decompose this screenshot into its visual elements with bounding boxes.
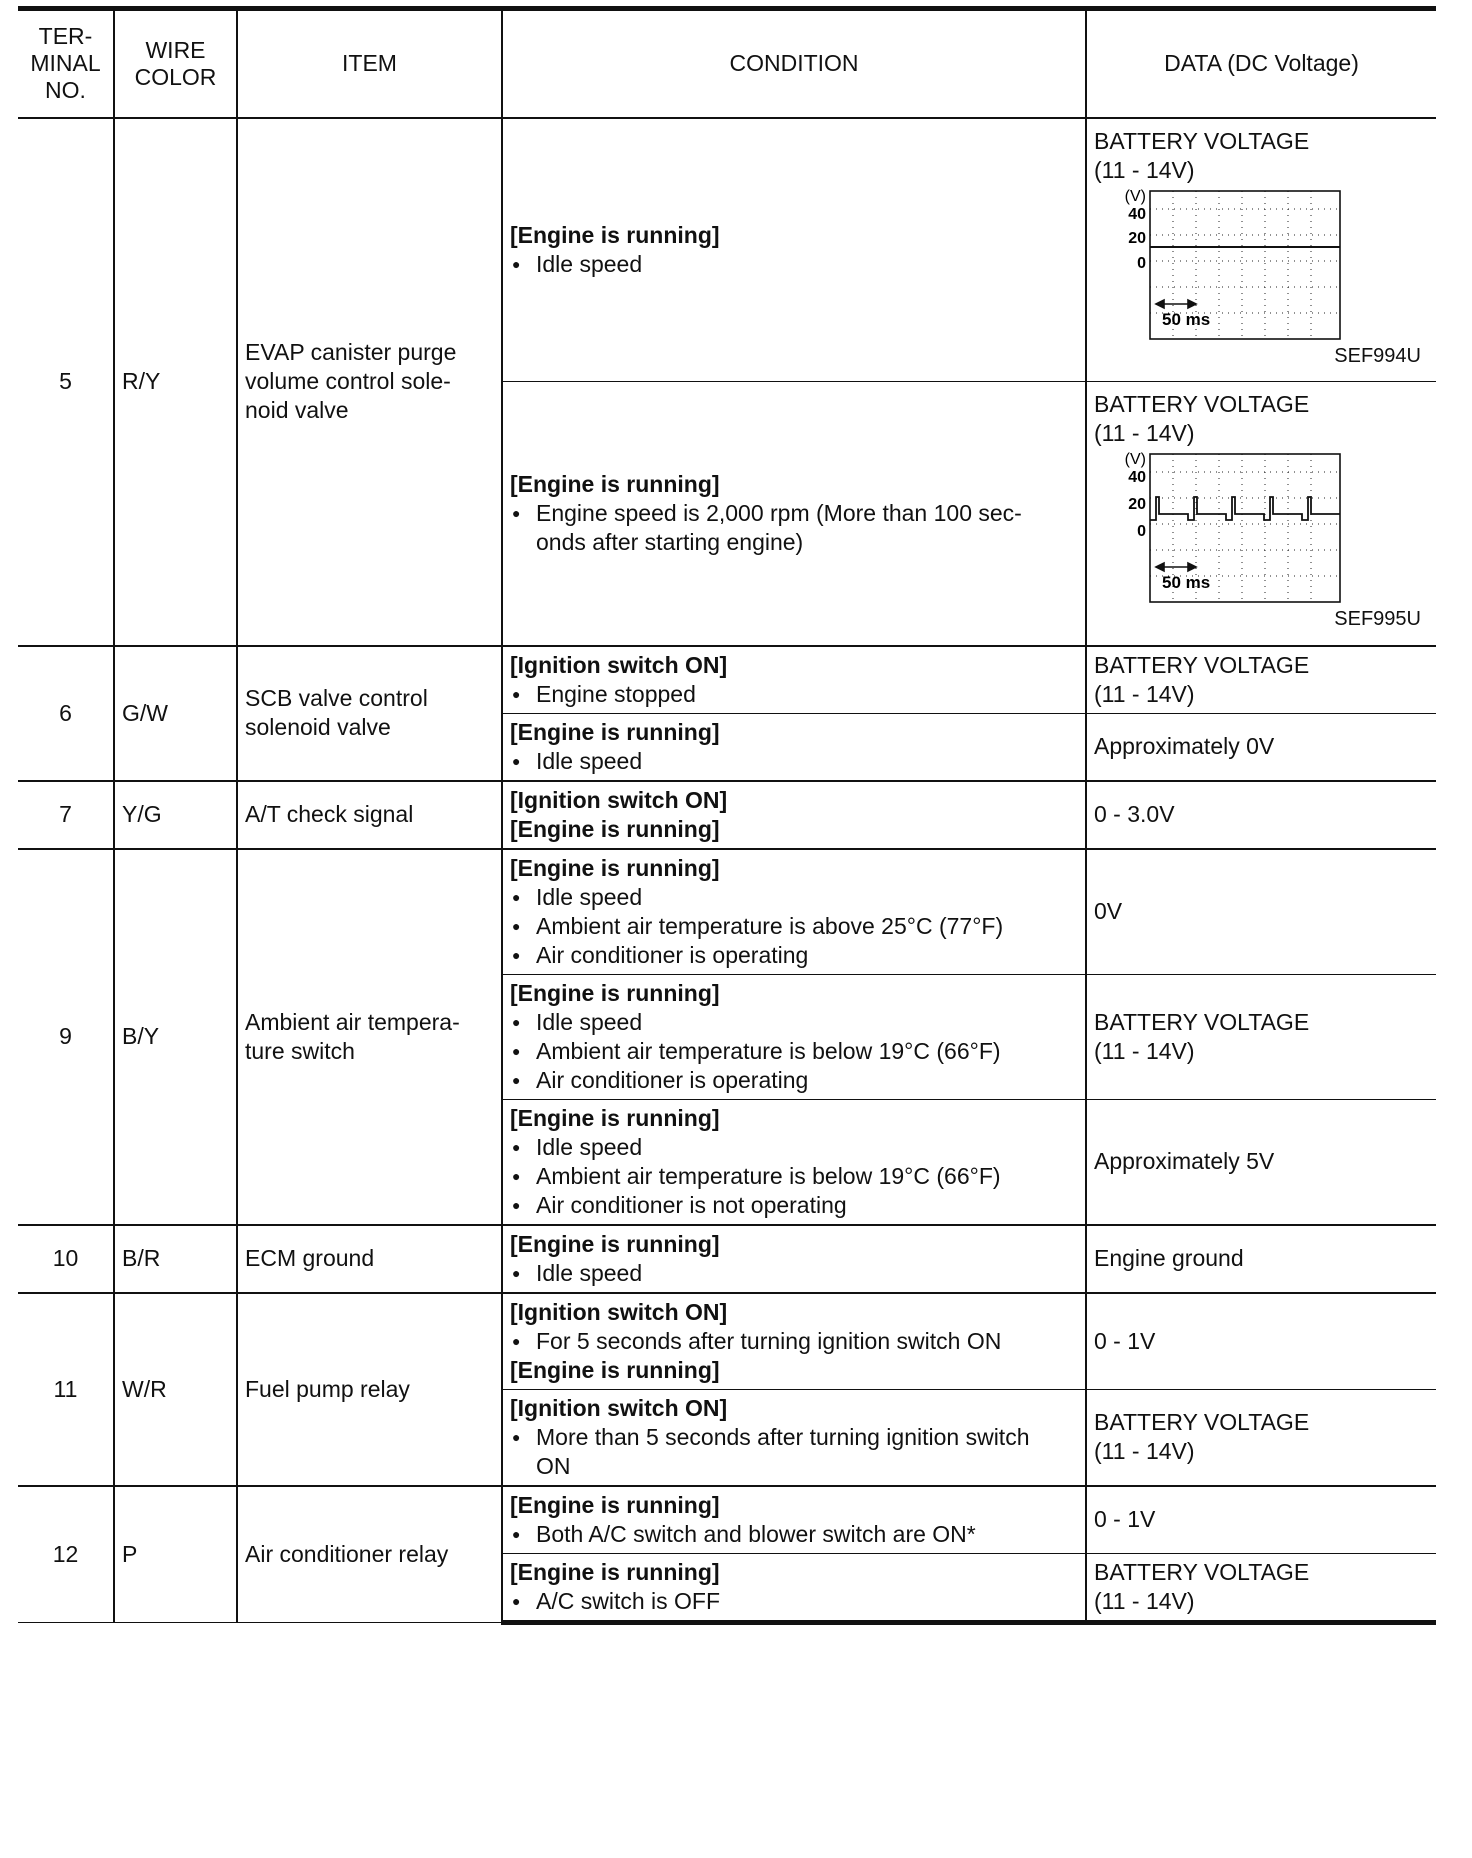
y-tick-label: 0 bbox=[1137, 254, 1146, 272]
condition-cell: [Engine is running] ● Idle speed bbox=[502, 118, 1086, 382]
terminal-no: 7 bbox=[18, 781, 114, 849]
table-row-terminal-11-a bbox=[18, 1293, 1436, 1390]
table-row-terminal-6-a bbox=[18, 646, 1436, 714]
terminal-no: 5 bbox=[18, 118, 114, 646]
data-cell: Engine ground bbox=[1086, 1225, 1436, 1293]
signal-trace bbox=[1150, 497, 1340, 520]
header-data: DATA (DC Voltage) bbox=[1086, 9, 1436, 118]
wire-color: G/W bbox=[114, 646, 237, 781]
y-tick-label: 20 bbox=[1128, 496, 1146, 513]
item-name: ECM ground bbox=[237, 1225, 502, 1293]
table-row-terminal-9-a bbox=[18, 849, 1436, 975]
wire-color: W/R bbox=[114, 1293, 237, 1486]
data-cell: BATTERY VOLTAGE (11 - 14V) bbox=[1086, 974, 1436, 1099]
data-cell: BATTERY VOLTAGE (11 - 14V) bbox=[1086, 1389, 1436, 1486]
item-name: A/T check signal bbox=[237, 781, 502, 849]
time-scale-arrow bbox=[1156, 563, 1196, 571]
item-name: SCB valve control solenoid valve bbox=[237, 646, 502, 781]
header-row bbox=[18, 9, 1436, 118]
data-cell: BATTERY VOLTAGE (11 - 14V) bbox=[1086, 646, 1436, 714]
data-cell: 0 - 3.0V bbox=[1086, 781, 1436, 849]
wire-color: P bbox=[114, 1486, 237, 1623]
condition-cell: [Engine is running] ● Idle speed bbox=[502, 713, 1086, 781]
condition-cell: [Ignition switch ON] ● More than 5 seconds after turning ignition switch ON bbox=[502, 1389, 1086, 1486]
table-row-terminal-5-a bbox=[18, 118, 1436, 382]
figure-id: SEF995U bbox=[1334, 608, 1421, 630]
terminal-no: 12 bbox=[18, 1486, 114, 1623]
condition-cell: [Ignition switch ON] [Engine is running] bbox=[502, 781, 1086, 849]
terminal-no: 11 bbox=[18, 1293, 114, 1486]
condition-cell: [Engine is running] ● Both A/C switch and blower switch are ON* bbox=[502, 1486, 1086, 1554]
wire-color: Y/G bbox=[114, 781, 237, 849]
y-tick-label: 20 bbox=[1128, 229, 1146, 247]
y-tick-label: 40 bbox=[1128, 469, 1146, 486]
condition-cell: [Engine is running] ● Idle speed ● Ambient air temperature is below 19°C (66°F) ● Air conditioner is operating bbox=[502, 974, 1086, 1099]
condition-cell: [Engine is running] ● Idle speed bbox=[502, 1225, 1086, 1293]
data-cell: 0 - 1V bbox=[1086, 1486, 1436, 1554]
header-condition: CONDITION bbox=[502, 9, 1086, 118]
terminal-no: 9 bbox=[18, 849, 114, 1225]
wire-color: R/Y bbox=[114, 118, 237, 646]
item-name: EVAP canister purge volume control sole- noid valve bbox=[237, 118, 502, 646]
oscilloscope-waveform-sef994u bbox=[1104, 189, 1344, 345]
table-row-terminal-10 bbox=[18, 1225, 1436, 1293]
condition-cell: [Engine is running] ● Engine speed is 2,000 rpm (More than 100 sec- onds after starting engine) bbox=[502, 382, 1086, 646]
wire-color: B/R bbox=[114, 1225, 237, 1293]
header-terminal-no: TER- MINAL NO. bbox=[18, 9, 114, 118]
time-scale-label: 50 ms bbox=[1162, 573, 1211, 592]
terminal-no: 6 bbox=[18, 646, 114, 781]
condition-cell: [Engine is running] ● Idle speed ● Ambient air temperature is above 25°C (77°F) ● Air conditioner is operating bbox=[502, 849, 1086, 975]
oscilloscope-waveform-sef995u bbox=[1104, 452, 1344, 608]
table-row-terminal-12-a bbox=[18, 1486, 1436, 1554]
condition-cell: [Ignition switch ON] ● For 5 seconds after turning ignition switch ON [Engine is running] bbox=[502, 1293, 1086, 1390]
time-scale-label: 50 ms bbox=[1162, 309, 1211, 329]
time-scale-arrow bbox=[1156, 300, 1196, 308]
data-cell: Approximately 5V bbox=[1086, 1099, 1436, 1225]
data-cell: BATTERY VOLTAGE (11 - 14V) (V) 40 20 0 50 ms SEF995U bbox=[1086, 382, 1436, 646]
condition-cell: [Ignition switch ON] ● Engine stopped bbox=[502, 646, 1086, 714]
data-cell: Approximately 0V bbox=[1086, 713, 1436, 781]
header-wire-color: WIRE COLOR bbox=[114, 9, 237, 118]
data-cell: 0V bbox=[1086, 849, 1436, 975]
terminal-data-table-sheet bbox=[18, 6, 1436, 1625]
header-item: ITEM bbox=[237, 9, 502, 118]
item-name: Fuel pump relay bbox=[237, 1293, 502, 1486]
condition-cell: [Engine is running] ● A/C switch is OFF bbox=[502, 1553, 1086, 1622]
data-cell: BATTERY VOLTAGE (11 - 14V) (V) 40 20 0 50 ms SEF994U bbox=[1086, 118, 1436, 382]
condition-cell: [Engine is running] ● Idle speed ● Ambient air temperature is below 19°C (66°F) ● Air conditioner is not operating bbox=[502, 1099, 1086, 1225]
table-row-terminal-7 bbox=[18, 781, 1436, 849]
y-tick-label: 40 bbox=[1128, 205, 1146, 223]
data-cell: 0 - 1V bbox=[1086, 1293, 1436, 1390]
item-name: Ambient air tempera- ture switch bbox=[237, 849, 502, 1225]
figure-id: SEF994U bbox=[1334, 344, 1421, 367]
terminal-no: 10 bbox=[18, 1225, 114, 1293]
data-cell: BATTERY VOLTAGE (11 - 14V) bbox=[1086, 1553, 1436, 1622]
y-tick-label: 0 bbox=[1137, 523, 1146, 540]
y-axis-unit: (V) bbox=[1124, 452, 1146, 468]
item-name: Air conditioner relay bbox=[237, 1486, 502, 1623]
y-axis-unit: (V) bbox=[1124, 188, 1146, 205]
ecm-terminal-table bbox=[18, 6, 1436, 1625]
wire-color: B/Y bbox=[114, 849, 237, 1225]
